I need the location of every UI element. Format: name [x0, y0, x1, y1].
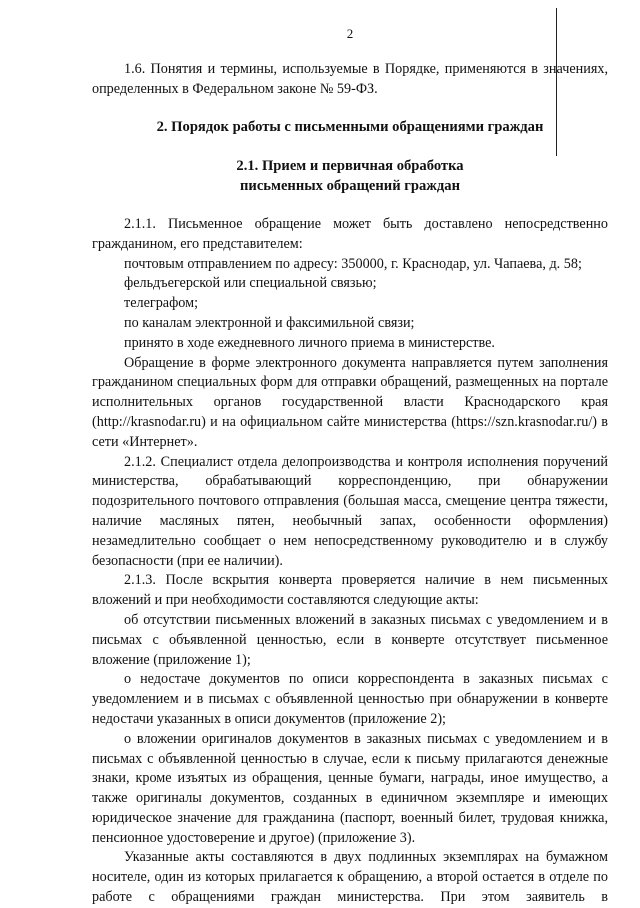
delivery-electronic: по каналам электронной и факсимильной связи;: [124, 314, 415, 331]
paragraph-2-1-1: 2.1.1. Письменное обращение может быть доставлено непосредственно гражданином, его представителем:: [92, 215, 608, 252]
paragraph-1-6: 1.6. Понятия и термины, используемые в Порядке, применяются в значениях, определенных в Федеральном законе № 59-ФЗ.: [92, 61, 608, 97]
section-heading-2: 2. Порядок работы с письменными обращениями граждан: [156, 118, 544, 135]
delivery-personal-reception: принято в ходе ежедневного личного приема в министерстве.: [124, 334, 495, 351]
document-body: [92, 60, 608, 908]
paragraph-electronic-form: Обращение в форме электронного документа направляется путем заполнения гражданином специальных форм для отправки обращений, размещенных на портале исполнительных органов государственной власти Краснодарского края (http://krasnodar.ru) и на официальном сайте министерства (https://szn.krasnodar.ru/) в сети «Интернет».: [92, 354, 608, 450]
subsection-heading-2-1: [92, 157, 608, 197]
paragraph-acts-copies: Указанные акты составляются в двух подлинных экземплярах на бумажном носителе, один из которых прилагается к обращению, а второй остается в отделе по работе с обращениями граждан министерства. При этом заявитель в: [92, 849, 608, 906]
delivery-by-courier: фельдъегерской или специальной связью;: [124, 275, 377, 292]
page-number: 2: [346, 26, 354, 41]
paragraph-2-1-2: 2.1.2. Специалист отдела делопроизводства и контроля исполнения поручений министерства, обрабатывающий корреспонденцию, при обнаружении подозрительного почтового отправления (большая масса, смещение центра тяжести, наличие масляных пятен, необычный запах, особенности оформления) незамедлительно сообщает о нем непосредственному руководителю и в службу безопасности (при ее наличии).: [92, 453, 608, 569]
subsection-heading-line-2: письменных обращений граждан: [240, 178, 460, 195]
paragraph-2-1-3: 2.1.3. После вскрытия конверта проверяется наличие в нем письменных вложений и при необходимости составляются следующие акты:: [92, 572, 608, 609]
delivery-by-post: почтовым отправлением по адресу: 350000, г. Краснодар, ул. Чапаева, д. 58;: [124, 255, 582, 272]
act-original-documents: о вложении оригиналов документов в заказных письмах с уведомлением и в письмах с объявленной ценностью в случае, если к письму прилагаются денежные знаки, кроме изъятых из обращения, ценные бумаги, награды, иное имущество, а также оригиналы документов, созданных в единичном экземпляре и имеющих юридическое значение для гражданина (паспорт, военный билет, трудовая книжка, пенсионное удостоверение и другое) (приложение 3).: [92, 730, 608, 846]
act-no-enclosures: об отсутствии письменных вложений в заказных письмах с уведомлением и в письмах с объявленной ценностью, если в конверте отсутствует письменное вложение (приложение 1);: [92, 611, 608, 668]
subsection-heading-line-1: 2.1. Прием и первичная обработка: [236, 158, 464, 175]
act-shortage-of-documents: о недостаче документов по описи корреспондента в заказных письмах с уведомлением и в письмах с объявленной ценностью при обнаружении в конверте недостачи указанных в описи документов (приложение 2);: [92, 671, 608, 727]
delivery-by-telegraph: телеграфом;: [124, 295, 199, 312]
